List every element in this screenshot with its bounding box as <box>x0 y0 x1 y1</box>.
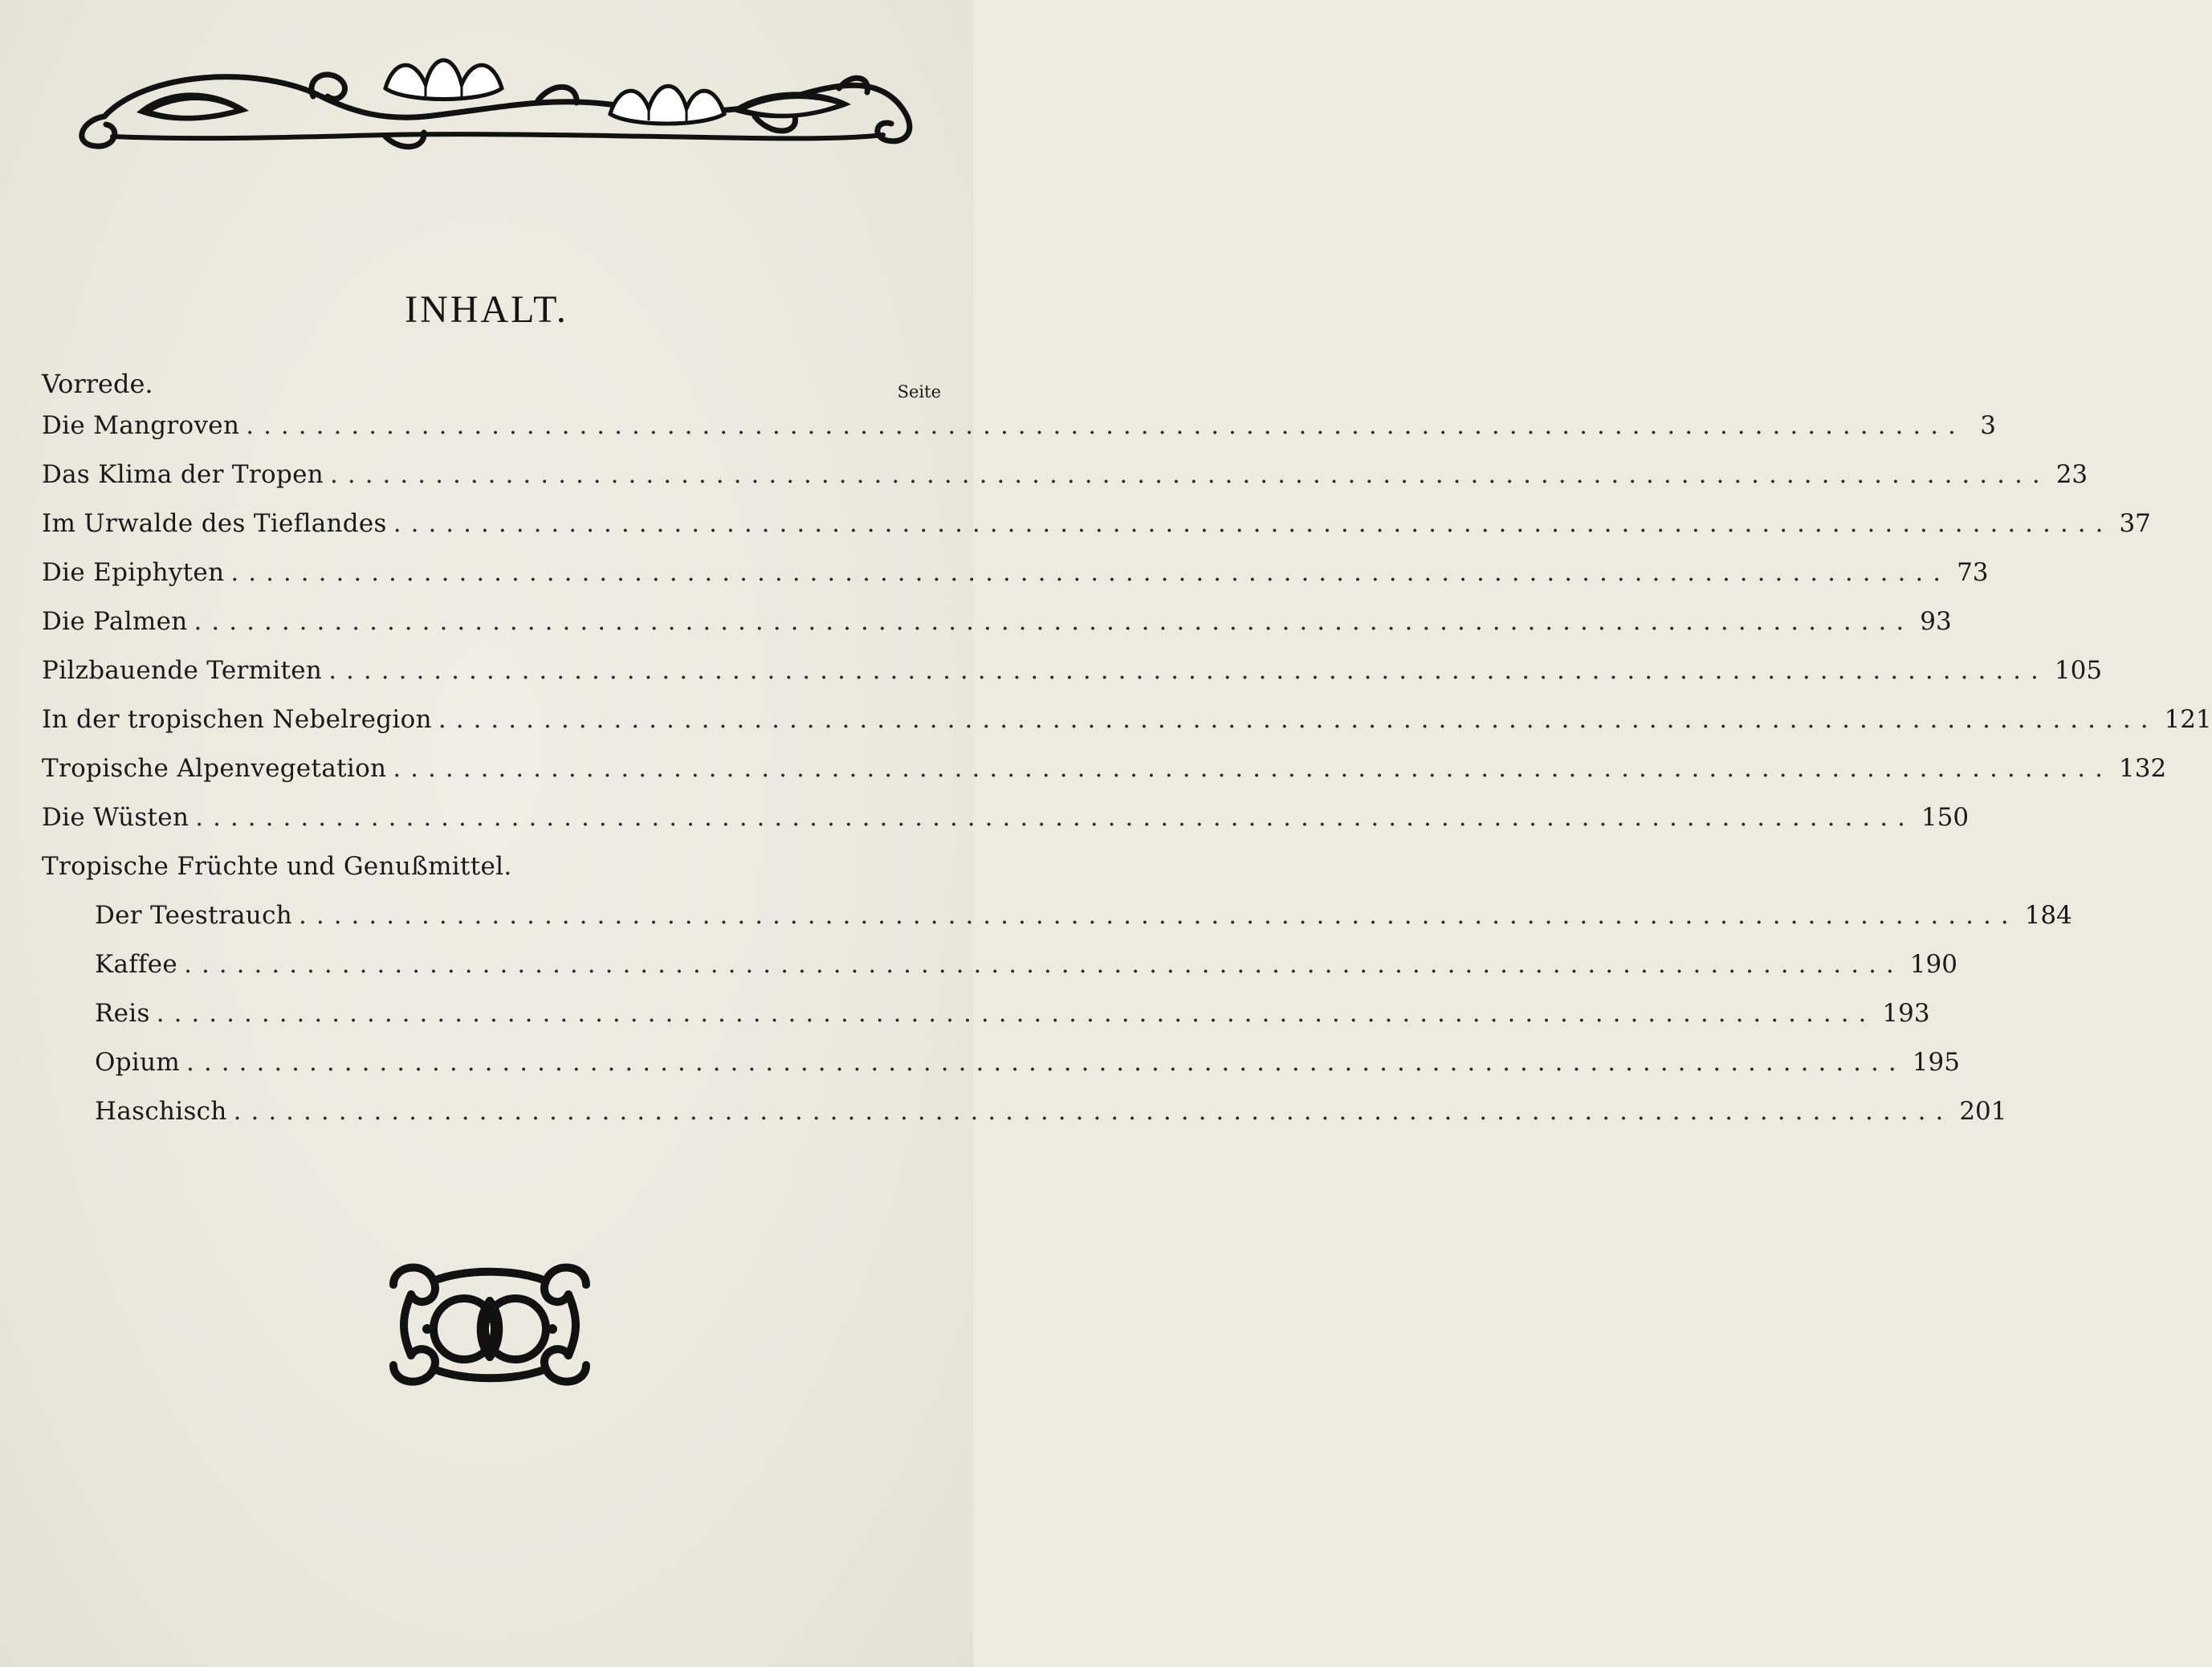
toc-subentry-page: 190 <box>1909 950 1957 979</box>
toc-entry <box>42 705 2212 754</box>
toc-section-heading <box>42 852 941 901</box>
dot-leader: .................................................................................................. <box>184 950 1904 979</box>
dot-leader: .................................................................................................. <box>330 460 2050 489</box>
toc-subentry-title: Der Teestrauch <box>95 901 292 930</box>
toc-subentry <box>42 950 1957 999</box>
toc-subentry-page: 195 <box>1912 1048 1960 1077</box>
toc-entry <box>42 411 1996 460</box>
toc-entry-page: 3 <box>1980 411 1996 440</box>
toc-entry-page: 105 <box>2054 656 2103 685</box>
dot-leader: .................................................................................................. <box>438 705 2158 734</box>
toc-subentry-title: Reis <box>95 999 150 1028</box>
toc-entry <box>42 754 2167 803</box>
toc-entry-title: Die Wüsten <box>42 803 189 832</box>
toc-entry-page: 37 <box>2119 509 2151 538</box>
toc-entry <box>42 558 1989 607</box>
toc-subentry-page: 184 <box>2024 901 2072 930</box>
dot-leader: .................................................................................................. <box>233 1097 1953 1126</box>
toc-subentry-page: 201 <box>1959 1097 2007 1126</box>
table-of-contents <box>42 411 2212 1146</box>
interlaced-knot-ornament-icon <box>369 1253 610 1394</box>
toc-entry-title: Das Klima der Tropen <box>42 460 324 489</box>
toc-subentry <box>42 901 2072 950</box>
toc-entry <box>42 607 1952 656</box>
floral-scroll-ornament-icon <box>48 40 939 153</box>
toc-entry-title: Tropische Alpenvegetation <box>42 754 387 783</box>
toc-subentry <box>42 1097 2007 1146</box>
toc-entry-page: 93 <box>1920 607 1952 636</box>
toc-subentry-title: Kaffee <box>95 950 178 979</box>
toc-entry <box>42 803 1970 852</box>
toc-subentry-title: Opium <box>95 1048 181 1077</box>
toc-entry <box>42 460 2088 509</box>
dot-leader: .................................................................................................. <box>230 558 1951 587</box>
toc-entry <box>42 509 2151 558</box>
toc-entry <box>42 656 2103 705</box>
toc-entry-title: Die Palmen <box>42 607 188 636</box>
toc-subentry <box>42 1048 1960 1097</box>
toc-entry-page: 23 <box>2055 460 2088 489</box>
toc-entry-title: Die Epiphyten <box>42 558 225 587</box>
toc-section-title: Tropische Früchte und Genußmittel. <box>42 852 512 881</box>
toc-entry-page: 73 <box>1957 558 1989 587</box>
dot-leader: .................................................................................................. <box>246 411 1966 440</box>
dot-leader: .................................................................................................. <box>186 1048 1906 1077</box>
dot-leader: .................................................................................................. <box>299 901 2019 930</box>
dot-leader: .................................................................................................. <box>156 999 1876 1028</box>
page-title: INHALT. <box>405 288 568 331</box>
dot-leader: .................................................................................................. <box>195 803 1915 832</box>
dot-leader: .................................................................................................. <box>393 509 2113 538</box>
toc-entry-title: Im Urwalde des Tieflandes <box>42 509 387 538</box>
toc-entry-title: Die Mangroven <box>42 411 240 440</box>
page-column-label: Seite <box>897 382 941 401</box>
toc-subentry-title: Haschisch <box>95 1097 227 1126</box>
dot-leader: .................................................................................................. <box>328 656 2048 685</box>
toc-entry-page: 121 <box>2164 705 2212 734</box>
dot-leader: .................................................................................................. <box>393 754 2113 783</box>
toc-subentry-page: 193 <box>1882 999 1930 1028</box>
toc-entry-title: Pilzbauende Termiten <box>42 656 323 685</box>
toc-entry-page: 150 <box>1921 803 1970 832</box>
dot-leader: .................................................................................................. <box>193 607 1914 636</box>
toc-entry-title: In der tropischen Nebelregion <box>42 705 432 734</box>
toc-subentry <box>42 999 1930 1048</box>
toc-entry-page: 132 <box>2119 754 2167 783</box>
preface-entry: Vorrede. <box>42 369 153 399</box>
